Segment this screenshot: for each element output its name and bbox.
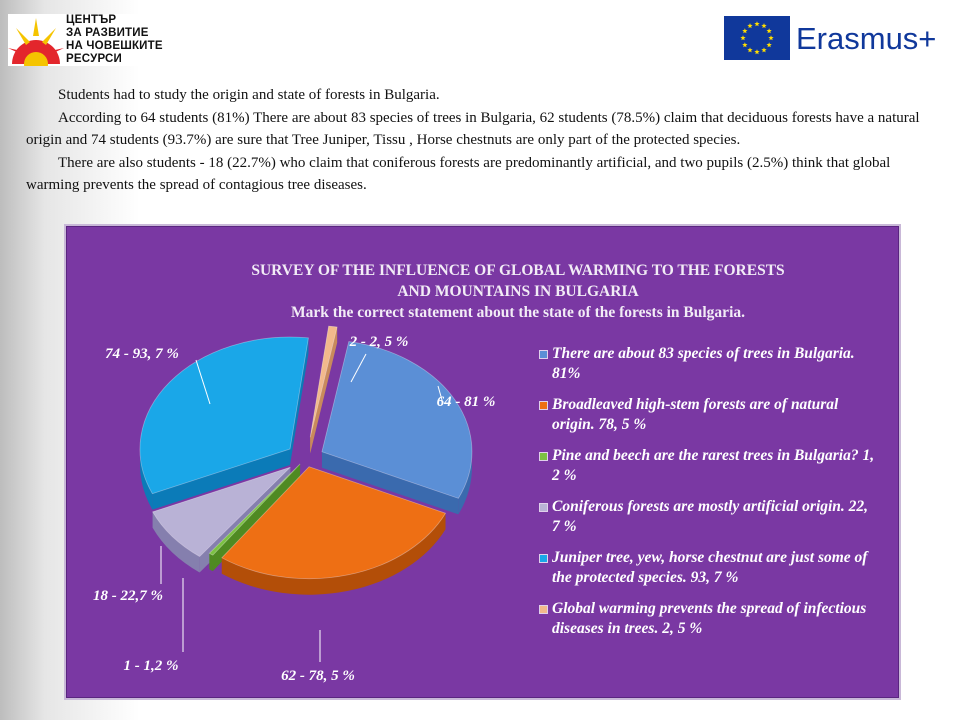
org-name-line: ЦЕНТЪР [66, 14, 117, 26]
org-name-line: НА ЧОВЕШКИТЕ [66, 40, 163, 52]
data-label: 62 - 78, 5 % [281, 668, 355, 684]
chart-subtitle: Mark the correct statement about the state of the forests in Bulgaria. [291, 304, 745, 321]
org-name [66, 14, 163, 66]
erasmus-logo [724, 16, 946, 64]
legend-label: Pine and beech are the rarest trees in Bulgaria? 1, 2 % [552, 447, 875, 484]
legend-swatch [539, 503, 548, 512]
legend-item [536, 548, 876, 588]
intro-text [26, 84, 941, 197]
legend-label: Juniper tree, yew, horse chestnut are just some of the protected species. 93, 7 % [552, 549, 868, 586]
sun-logo-icon [8, 14, 64, 66]
legend-item [536, 599, 876, 639]
intro-paragraph: Students had to study the origin and state of forests in Bulgaria. [58, 87, 440, 103]
eu-flag-icon [724, 16, 790, 60]
legend-item [536, 497, 876, 537]
legend-label: Broadleaved high-stem forests are of natural origin. 78, 5 % [552, 396, 839, 433]
legend-label: There are about 83 species of trees in Bulgaria. 81% [552, 345, 855, 382]
legend-swatch [539, 401, 548, 410]
erasmus-wordmark: Erasmus+ [796, 21, 937, 56]
legend-swatch [539, 452, 548, 461]
legend-label: Coniferous forests are mostly artificial origin. 22, 7 % [552, 498, 869, 535]
legend-item [536, 344, 876, 384]
intro-paragraph: There are also students - 18 (22.7%) who claim that coniferous forests are predominantly artificial, and two pupils (2.5%) think that global warming prevents the spread of contagious tree diseases. [26, 154, 891, 193]
legend-item [536, 446, 876, 486]
chart-title-line: SURVEY OF THE INFLUENCE OF GLOBAL WARMING TO THE FORESTS [251, 262, 785, 279]
org-name-line: РЕСУРСИ [66, 53, 123, 65]
legend-swatch [539, 605, 548, 614]
chart-legend [536, 344, 876, 650]
sun-rays [8, 18, 64, 66]
data-label: 1 - 1,2 % [123, 658, 179, 674]
intro-paragraph: According to 64 students (81%) There are about 83 species of trees in Bulgaria, 62 students (78.5%) claim that deciduous forests have a natural origin and 74 students (93.7%) are sure that Tree Juniper, Tissu , Horse chestnuts are only part of the protected species. [26, 109, 920, 148]
data-label: 74 - 93, 7 % [105, 346, 179, 362]
legend-swatch [539, 554, 548, 563]
legend-swatch [539, 350, 548, 359]
data-label: 64 - 81 % [436, 394, 496, 410]
data-label: 2 - 2, 5 % [349, 334, 409, 350]
data-label: 18 - 22,7 % [93, 588, 163, 604]
hrdc-logo [8, 14, 178, 66]
legend-item [536, 395, 876, 435]
pie-chart-panel [64, 224, 901, 700]
chart-title-line: AND MOUNTAINS IN BULGARIA [397, 283, 639, 300]
org-name-line: ЗА РАЗВИТИЕ [66, 27, 149, 39]
legend-label: Global warming prevents the spread of infectious diseases in trees. 2, 5 % [552, 600, 867, 637]
